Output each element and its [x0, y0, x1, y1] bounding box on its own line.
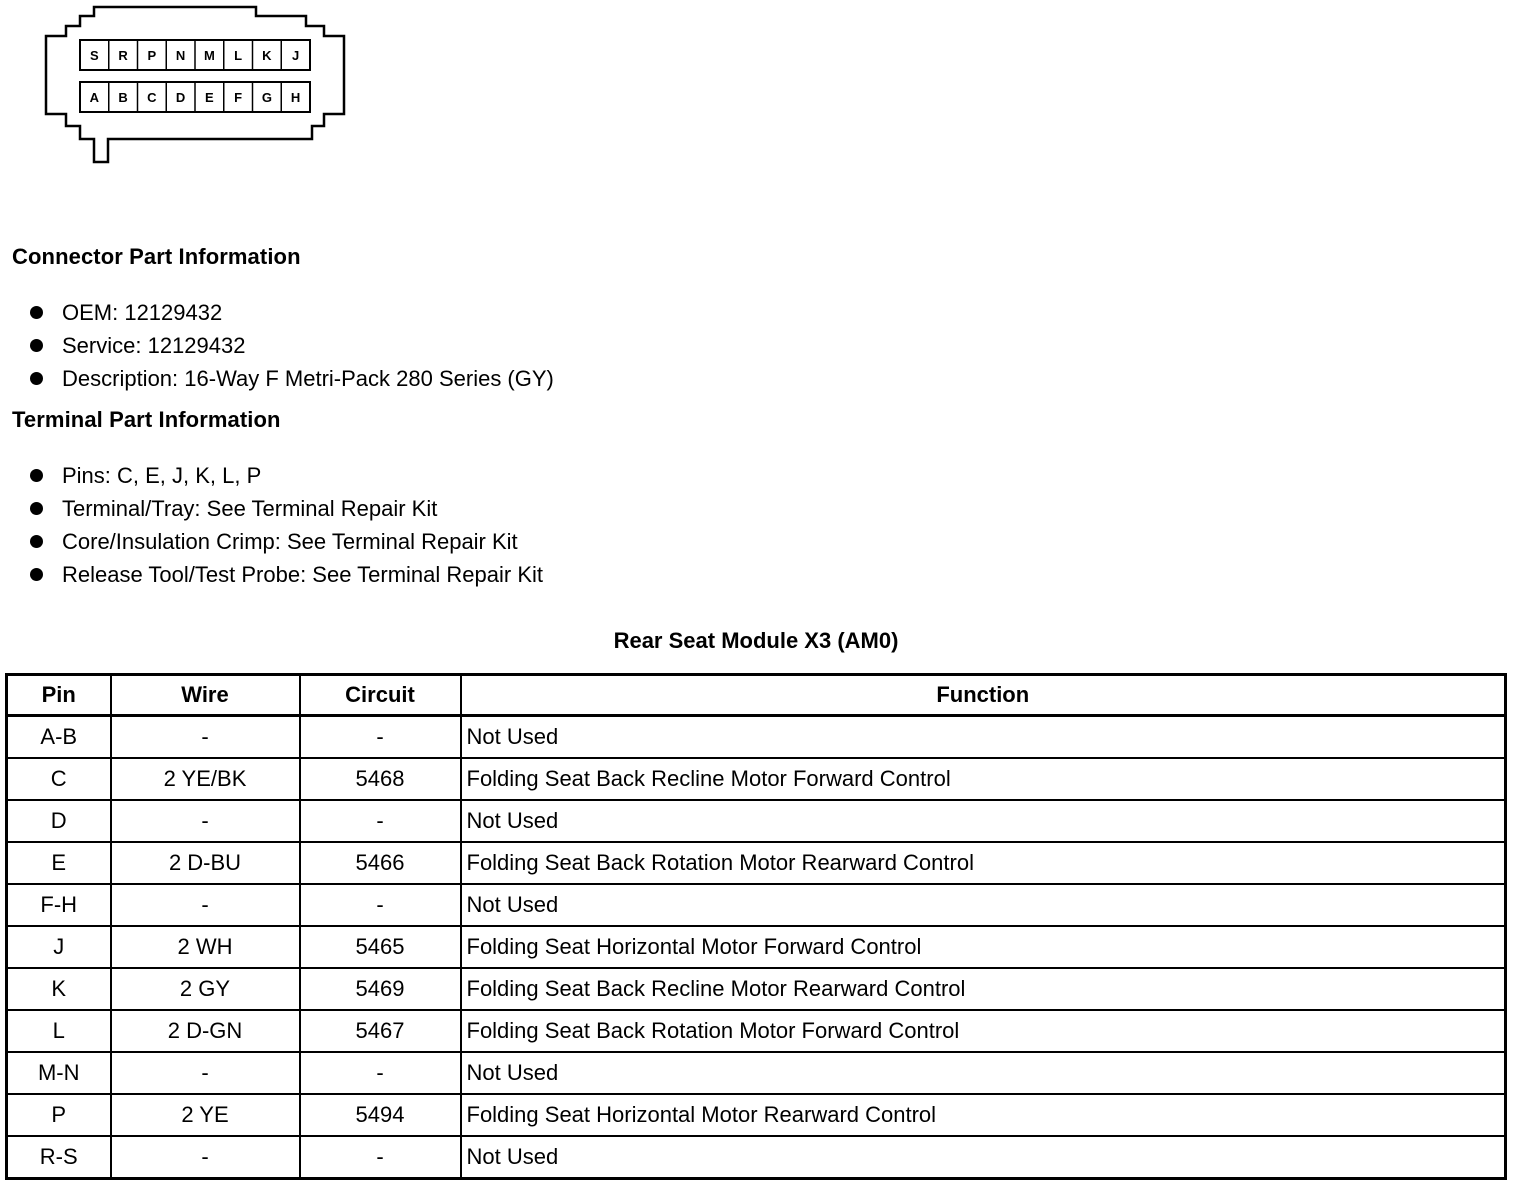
table-row: [7, 716, 1506, 759]
list-item: Core/Insulation Crimp: See Terminal Repair Kit: [28, 525, 543, 558]
column-header-function: Function: [461, 675, 1506, 716]
pin-cell: J: [7, 926, 111, 968]
cavity-label-c: C: [147, 90, 157, 105]
wire-cell: -: [111, 1136, 300, 1179]
pin-cell: A-B: [7, 716, 111, 759]
cavity-label-a: A: [89, 90, 100, 105]
circuit-cell: -: [300, 1052, 461, 1094]
circuit-cell: 5467: [300, 1010, 461, 1052]
bullet-icon: [30, 339, 43, 352]
wire-cell: -: [111, 884, 300, 926]
connector-part-info-heading: Connector Part Information: [12, 244, 301, 269]
wire-cell: 2 GY: [111, 968, 300, 1010]
cavity-label-n: N: [175, 48, 186, 63]
wire-cell: 2 D-GN: [111, 1010, 300, 1052]
list-item: Terminal/Tray: See Terminal Repair Kit: [28, 492, 543, 525]
cavity-label-m: M: [203, 48, 215, 63]
table-row: [7, 800, 1506, 842]
function-cell: Not Used: [461, 716, 1506, 759]
cavity-label-f: F: [234, 90, 243, 105]
pin-cell: E: [7, 842, 111, 884]
cavity-label-s: S: [90, 48, 99, 63]
table-header-row: [7, 675, 1506, 716]
cavity-label-r: R: [118, 48, 128, 63]
circuit-cell: -: [300, 884, 461, 926]
circuit-cell: 5469: [300, 968, 461, 1010]
cavity-label-e: E: [205, 90, 214, 105]
pin-cell: L: [7, 1010, 111, 1052]
cavity-label-g: G: [261, 90, 272, 105]
circuit-cell: 5466: [300, 842, 461, 884]
function-cell: Folding Seat Horizontal Motor Forward Control: [461, 926, 1506, 968]
circuit-cell: -: [300, 716, 461, 759]
function-cell: Folding Seat Back Recline Motor Rearward Control: [461, 968, 1506, 1010]
cavity-label-b: B: [118, 90, 128, 105]
function-cell: Folding Seat Back Rotation Motor Forward Control: [461, 1010, 1506, 1052]
table-row: [7, 884, 1506, 926]
cavity-label-h: H: [290, 90, 301, 105]
bullet-icon: [30, 502, 43, 515]
function-cell: Not Used: [461, 884, 1506, 926]
cavity-label-p: P: [147, 48, 157, 63]
circuit-cell: 5465: [300, 926, 461, 968]
pin-cell: D: [7, 800, 111, 842]
cavity-label-j: J: [292, 48, 300, 63]
pin-cell: M-N: [7, 1052, 111, 1094]
column-header-circuit: Circuit: [300, 675, 461, 716]
circuit-cell: -: [300, 1136, 461, 1179]
table-row: [7, 1136, 1506, 1179]
terminal-part-info-heading: Terminal Part Information: [12, 407, 281, 432]
wire-cell: 2 YE/BK: [111, 758, 300, 800]
pinout-table: [5, 673, 1507, 1180]
wire-cell: 2 WH: [111, 926, 300, 968]
wire-cell: -: [111, 1052, 300, 1094]
function-cell: Folding Seat Back Rotation Motor Rearward Control: [461, 842, 1506, 884]
function-cell: Folding Seat Back Recline Motor Forward Control: [461, 758, 1506, 800]
circuit-cell: -: [300, 800, 461, 842]
list-item: OEM: 12129432: [28, 296, 554, 329]
list-item: Description: 16-Way F Metri-Pack 280 Series (GY): [28, 362, 554, 395]
function-cell: Folding Seat Horizontal Motor Rearward Control: [461, 1094, 1506, 1136]
table-row: [7, 842, 1506, 884]
table-title: Rear Seat Module X3 (AM0): [613, 628, 899, 653]
function-cell: Not Used: [461, 1052, 1506, 1094]
wire-cell: 2 D-BU: [111, 842, 300, 884]
bullet-icon: [30, 469, 43, 482]
pin-cell: K: [7, 968, 111, 1010]
circuit-cell: 5468: [300, 758, 461, 800]
table-row: [7, 1010, 1506, 1052]
pin-cell: P: [7, 1094, 111, 1136]
connector-part-info-list: [28, 296, 554, 395]
function-cell: Not Used: [461, 800, 1506, 842]
terminal-part-info-list: [28, 459, 543, 591]
wire-cell: -: [111, 800, 300, 842]
pin-cell: R-S: [7, 1136, 111, 1179]
table-row: [7, 758, 1506, 800]
list-item: Service: 12129432: [28, 329, 554, 362]
cavity-label-k: K: [262, 48, 272, 63]
circuit-cell: 5494: [300, 1094, 461, 1136]
pin-cell: C: [7, 758, 111, 800]
bullet-icon: [30, 306, 43, 319]
table-row: [7, 1094, 1506, 1136]
cavity-label-l: L: [234, 48, 243, 63]
column-header-pin: Pin: [7, 675, 111, 716]
bullet-icon: [30, 568, 43, 581]
table-row: [7, 926, 1506, 968]
cavity-label-d: D: [175, 90, 186, 105]
connector-face-diagram: [38, 2, 350, 166]
function-cell: Not Used: [461, 1136, 1506, 1179]
column-header-wire: Wire: [111, 675, 300, 716]
pin-cell: F-H: [7, 884, 111, 926]
list-item: Release Tool/Test Probe: See Terminal Repair Kit: [28, 558, 543, 591]
bullet-icon: [30, 535, 43, 548]
table-row: [7, 968, 1506, 1010]
bullet-icon: [30, 372, 43, 385]
table-row: [7, 1052, 1506, 1094]
wire-cell: -: [111, 716, 300, 759]
list-item: Pins: C, E, J, K, L, P: [28, 459, 543, 492]
wire-cell: 2 YE: [111, 1094, 300, 1136]
